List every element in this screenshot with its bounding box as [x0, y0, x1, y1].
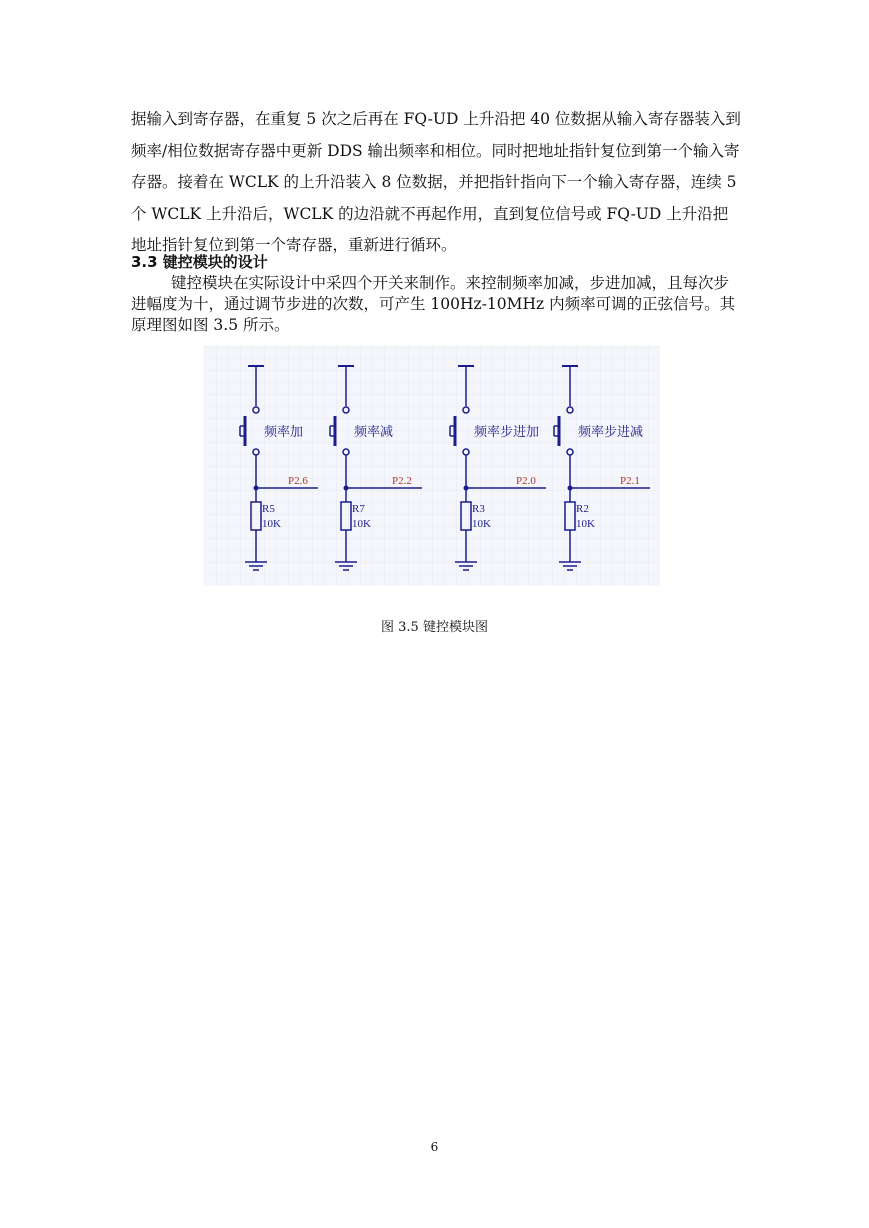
figure-caption: 图 3.5 键控模块图: [381, 620, 488, 635]
page-number: 6: [430, 1140, 439, 1154]
resistor-ref: R3: [472, 503, 485, 515]
port-label: P2.1: [620, 475, 640, 487]
resistor-ref: R2: [576, 503, 589, 515]
key-control-schematic: [204, 346, 660, 586]
resistor-value: 10K: [472, 518, 491, 530]
switch-label: 频率步进减: [578, 424, 644, 439]
schematic-grid: [204, 346, 660, 586]
switch-label: 频率减: [354, 424, 394, 439]
port-label: P2.6: [288, 475, 308, 487]
switch-label: 频率加: [264, 424, 304, 439]
resistor-ref: R7: [352, 503, 365, 515]
body-paragraph-1: 据输入到寄存器，在重复 5 次之后再在 FQ-UD 上升沿把 40 位数据从输入寄存器装入到频率/相位数据寄存器中更新 DDS 输出频率和相位。同时把地址指针复位到第一个输入寄存器。接着在 WCLK 的上升沿装入 8 位数据，并把指针指向下一个输入寄存器，连续 5 个 WCLK 上升沿后，WCLK 的边沿就不再起作用，直到复位信号或 FQ-UD 上升沿把地址指针复位到第一个寄存器，重新进行循环。: [131, 110, 741, 254]
body-paragraph-2: 键控模块在实际设计中采四个开关来制作。来控制频率加减，步进加减，且每次步进幅度为十，通过调节步进的次数，可产生 100Hz-10MHz 内频率可调的正弦信号。其原理图如图 3.5 所示。: [131, 274, 736, 334]
resistor-value: 10K: [262, 518, 281, 530]
port-label: P2.0: [516, 475, 536, 487]
schematic-svg: [204, 346, 660, 586]
resistor-value: 10K: [352, 518, 371, 530]
port-label: P2.2: [392, 475, 412, 487]
switch-label: 频率步进加: [474, 424, 540, 439]
section-heading: 3.3 键控模块的设计: [131, 253, 268, 271]
resistor-value: 10K: [576, 518, 595, 530]
resistor-ref: R5: [262, 503, 275, 515]
